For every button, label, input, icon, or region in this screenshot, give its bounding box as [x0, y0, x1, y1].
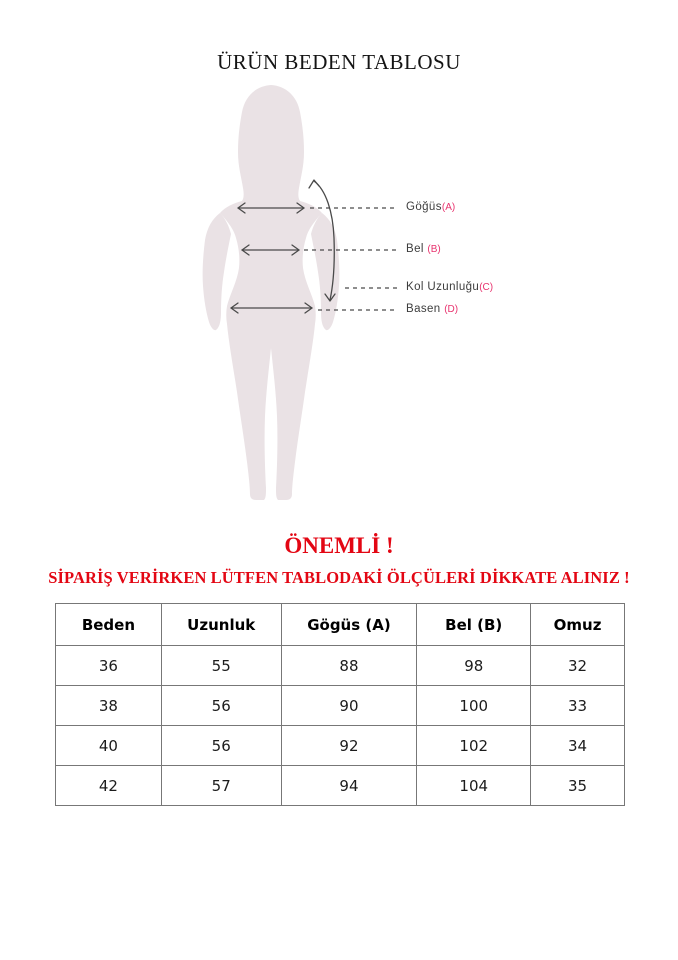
table-row — [56, 726, 625, 766]
column-header-gogus: Gögüs (A) — [281, 604, 417, 646]
warning-text: SİPARİŞ VERİRKEN LÜTFEN TABLODAKİ ÖLÇÜLERİ DİKKATE ALINIZ ! — [48, 568, 630, 587]
measurement-label-chest — [406, 201, 455, 213]
table-cell: 98 — [417, 646, 531, 686]
table-cell: 42 — [56, 766, 162, 806]
table-cell: 33 — [531, 686, 625, 726]
table-cell: 102 — [417, 726, 531, 766]
table-cell: 38 — [56, 686, 162, 726]
measurement-label-waist — [406, 243, 441, 255]
measurement-label-arm-length — [406, 281, 493, 293]
table-row — [56, 766, 625, 806]
column-header-uzunluk: Uzunluk — [161, 604, 281, 646]
page-title: ÜRÜN BEDEN TABLOSU — [217, 50, 461, 74]
measurement-diagram — [0, 82, 678, 514]
measurement-label-text: Bel — [406, 243, 428, 255]
table-cell: 57 — [161, 766, 281, 806]
table-cell: 56 — [161, 686, 281, 726]
body-silhouette-graphic — [0, 82, 678, 514]
measurement-letter: (B) — [427, 244, 441, 255]
important-heading: ÖNEMLİ ! — [284, 533, 394, 558]
table-cell: 100 — [417, 686, 531, 726]
measurement-label-text: Göğüs — [406, 201, 442, 213]
table-cell: 32 — [531, 646, 625, 686]
table-cell: 104 — [417, 766, 531, 806]
table-cell: 90 — [281, 686, 417, 726]
table-cell: 35 — [531, 766, 625, 806]
column-header-omuz: Omuz — [531, 604, 625, 646]
measurement-letter: (D) — [444, 304, 459, 315]
size-table — [55, 603, 625, 806]
table-cell: 40 — [56, 726, 162, 766]
column-header-beden: Beden — [56, 604, 162, 646]
measurement-label-hip — [406, 303, 458, 315]
table-cell: 88 — [281, 646, 417, 686]
measurement-label-text: Kol Uzunluğu — [406, 281, 480, 293]
body-silhouette — [220, 85, 322, 500]
table-cell: 36 — [56, 646, 162, 686]
measurement-label-text: Basen — [406, 303, 445, 315]
table-cell: 55 — [161, 646, 281, 686]
table-cell: 56 — [161, 726, 281, 766]
table-cell: 92 — [281, 726, 417, 766]
table-row — [56, 646, 625, 686]
table-cell: 34 — [531, 726, 625, 766]
table-header-row — [56, 604, 625, 646]
column-header-bel: Bel (B) — [417, 604, 531, 646]
table-cell: 94 — [281, 766, 417, 806]
table-row — [56, 686, 625, 726]
measurement-letter: (A) — [441, 202, 456, 213]
measurement-letter: (C) — [479, 282, 494, 293]
